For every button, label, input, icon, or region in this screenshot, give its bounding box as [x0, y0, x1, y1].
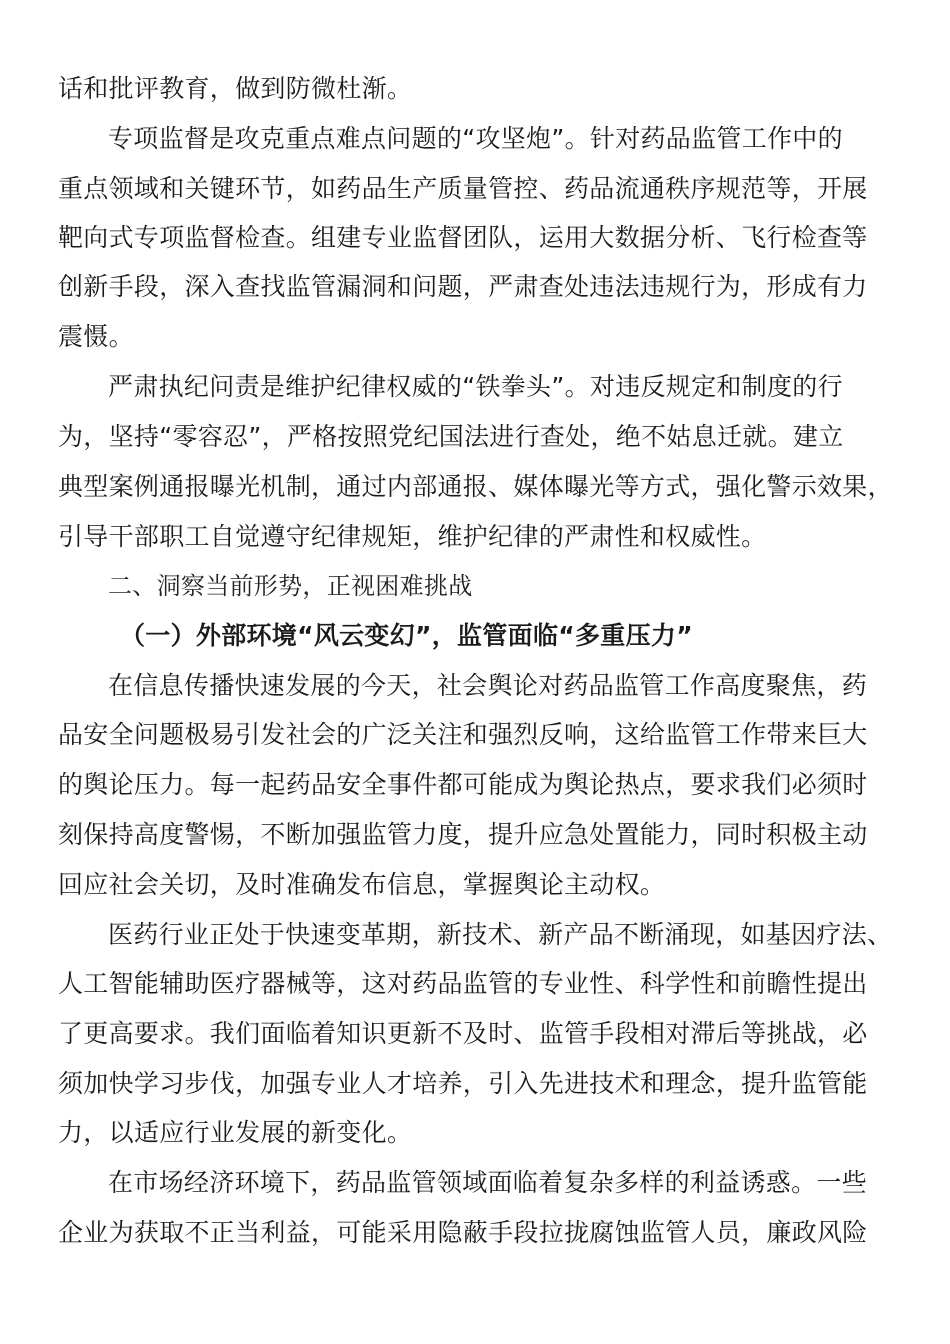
text-line: 引导干部职工自觉遵守纪律规矩，维护纪律的严肃性和权威性。	[58, 522, 767, 551]
text-line: 刻保持高度警惕，不断加强监管力度，提升应急处置能力，同时积极主动	[58, 820, 868, 849]
text-line: 了更高要求。我们面临着知识更新不及时、监管手段相对滞后等挑战，必	[58, 1019, 868, 1048]
subsection-heading: （一）外部环境“风云变幻”，监管面临“多重压力”	[120, 621, 693, 650]
text-line: 力，以适应行业发展的新变化。	[58, 1118, 413, 1147]
text-line: 震慑。	[58, 322, 134, 351]
paragraph-first-line: 医药行业正处于快速变革期，新技术、新产品不断涌现，如基因疗法、	[108, 920, 893, 949]
text-line: 人工智能辅助医疗器械等，这对药品监管的专业性、科学性和前瞻性提出	[58, 969, 868, 998]
text-line: 的舆论压力。每一起药品安全事件都可能成为舆论热点，要求我们必须时	[58, 770, 868, 799]
text-line: 典型案例通报曝光机制，通过内部通报、媒体曝光等方式，强化警示效果，	[58, 472, 893, 501]
text-line: 须加快学习步伐，加强专业人才培养，引入先进技术和理念，提升监管能	[58, 1069, 868, 1098]
paragraph-first-line: 在信息传播快速发展的今天，社会舆论对药品监管工作高度聚焦，药	[108, 671, 868, 700]
text-line: 为，坚持“零容忍”，严格按照党纪国法进行查处，绝不姑息迁就。建立	[58, 422, 844, 451]
paragraph-first-line: 严肃执纪问责是维护纪律权威的“铁拳头”。对违反规定和制度的行	[108, 372, 843, 401]
paragraph-first-line: 专项监督是攻克重点难点问题的“攻坚炮”。针对药品监管工作中的	[108, 124, 843, 153]
text-line: 话和批评教育，做到防微杜渐。	[58, 74, 413, 103]
text-line: 创新手段，深入查找监管漏洞和问题，严肃查处违法违规行为，形成有力	[58, 272, 868, 301]
text-line: 重点领域和关键环节，如药品生产质量管控、药品流通秩序规范等，开展	[58, 174, 868, 203]
text-line: 回应社会关切，及时准确发布信息，掌握舆论主动权。	[58, 870, 666, 899]
paragraph-first-line: 在市场经济环境下，药品监管领域面临着复杂多样的利益诱惑。一些	[108, 1168, 868, 1197]
text-line: 品安全问题极易引发社会的广泛关注和强烈反响，这给监管工作带来巨大	[58, 720, 868, 749]
section-heading: 二、洞察当前形势，正视困难挑战	[108, 572, 473, 600]
text-line: 靶向式专项监督检查。组建专业监督团队，运用大数据分析、飞行检查等	[58, 223, 868, 252]
text-line: 企业为获取不正当利益，可能采用隐蔽手段拉拢腐蚀监管人员，廉政风险	[58, 1218, 868, 1247]
